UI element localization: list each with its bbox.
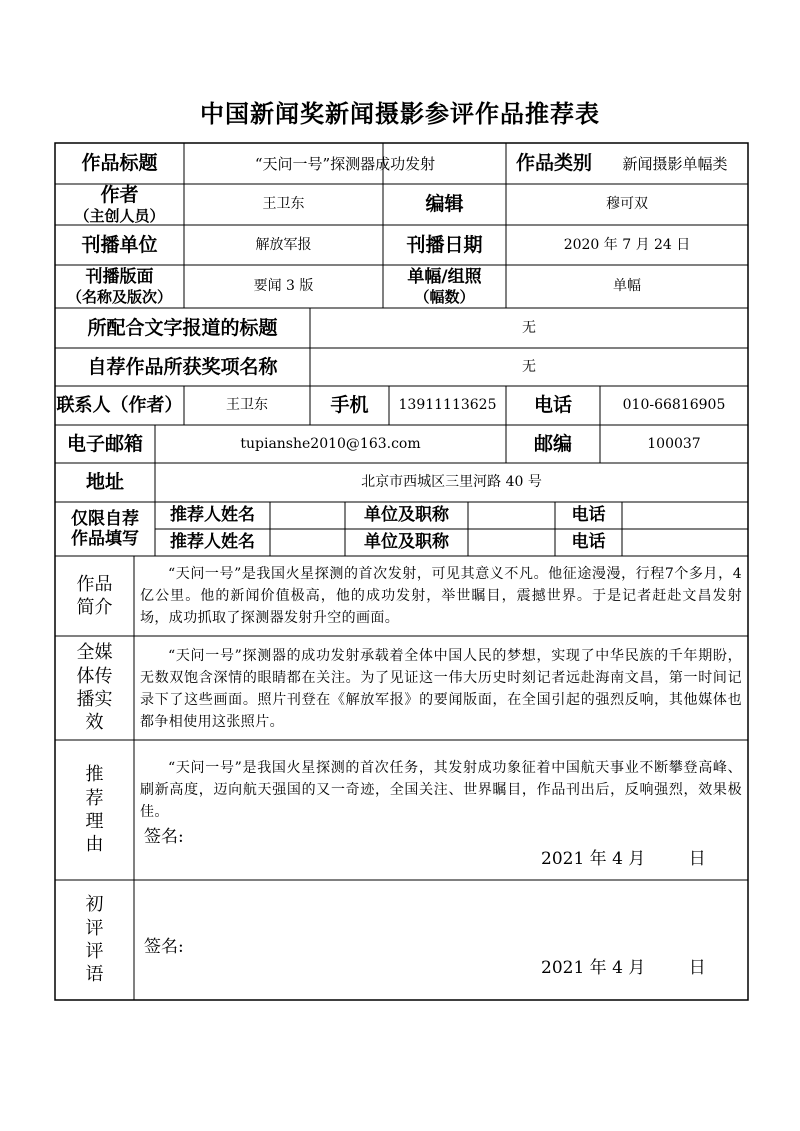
intro-label-line2: 简介 [76, 597, 113, 618]
self-recommend-label-cell [55, 502, 155, 556]
review-date-day: 日 [688, 958, 706, 978]
awards-value: 无 [522, 358, 536, 375]
awards-label: 自荐作品所获奖项名称 [87, 355, 278, 378]
review-label-line: 评 [85, 941, 104, 962]
page-label-cell [55, 265, 184, 308]
single-group-sub-label: （幅数） [414, 287, 475, 306]
self-recommend-label-line1: 仅限自荐 [71, 508, 139, 529]
publisher-value: 解放军报 [255, 236, 312, 253]
page-sub-label: （名称及版次） [66, 287, 172, 306]
reason-signature-label: 签名: [144, 827, 184, 847]
address-value: 北京市西城区三里河路 40 号 [361, 474, 542, 491]
review-label-line: 评 [85, 917, 104, 939]
related-article-value: 无 [522, 319, 536, 336]
reason-label-line: 荐 [85, 787, 104, 809]
author-label-cell [55, 184, 184, 225]
contact-value: 王卫东 [226, 397, 268, 414]
review-label-line: 初 [85, 894, 104, 916]
recommender-phone-label: 电话 [571, 505, 606, 526]
self-recommend-label-line2: 作品填写 [71, 529, 139, 549]
recommender-unit-label: 单位及职称 [364, 532, 449, 553]
mobile-label: 手机 [330, 394, 369, 417]
effect-label-cell [55, 636, 134, 740]
effect-label-line: 播实 [76, 689, 113, 710]
review-date-year: 2021 年 [541, 958, 607, 978]
zip-value: 100037 [647, 435, 701, 452]
related-article-label: 所配合文字报道的标题 [87, 316, 278, 339]
single-group-label: 单幅/组照 [407, 267, 482, 288]
publish-date-value: 2020 年 7 月 24 日 [563, 236, 691, 253]
recommender-name-label: 推荐人姓名 [170, 532, 255, 553]
reason-label-line: 由 [85, 834, 104, 856]
reason-label-cell [55, 740, 134, 880]
email-label: 电子邮箱 [66, 432, 143, 455]
recommender-phone-label: 电话 [571, 532, 606, 553]
single-group-label-cell [383, 265, 506, 308]
recommender-name-value[interactable] [270, 529, 345, 556]
reason-label-line: 理 [85, 811, 104, 832]
intro-label-line1: 作品 [76, 573, 113, 595]
recommender-name-label: 推荐人姓名 [170, 505, 255, 526]
review-label-line: 语 [85, 964, 104, 986]
intro-text: “天问一号”是我国火星探测的首次发射，可见其意义不凡。他征途漫漫，行程7个多月，4亿公里。他的新闻价值极高，他的成功发射，举世瞩目，震撼世界。于是记者赶赴文昌发射场，成功抓取了探测器发射升空的画面。 [140, 566, 742, 626]
category-value: 新闻摄影单幅类 [622, 154, 728, 173]
editor-label: 编辑 [425, 193, 464, 216]
reason-date [541, 844, 706, 869]
effect-label-line: 效 [85, 712, 104, 734]
review-signature-label: 签名: [144, 937, 184, 957]
zip-label: 邮编 [533, 432, 572, 455]
reason-date-day: 日 [688, 849, 706, 869]
single-group-value: 单幅 [613, 278, 641, 295]
intro-label-cell [55, 556, 134, 636]
reason-label-line: 推 [85, 764, 104, 786]
effect-text: “天问一号”探测器的成功发射承载着全体中国人民的梦想，实现了中华民族的千年期盼，无数双饱含深情的眼睛都在关注。为了见证这一伟大历史时刻记者远赴海南文昌，第一时间记录下了这些画面。照片刊登在《解放军报》的要闻版面，在全国引起的强烈反响，其他媒体也都争相使用这张照片。 [140, 648, 742, 730]
address-label: 地址 [85, 471, 124, 494]
phone-label: 电话 [533, 394, 572, 417]
recommender-unit-value[interactable] [468, 502, 555, 529]
category-label: 作品类别 [515, 152, 592, 175]
email-value: tupianshe2010@163.com [240, 435, 421, 452]
form-title: 中国新闻奖新闻摄影参评作品推荐表 [200, 99, 600, 128]
reason-date-month: 4 月 [612, 849, 646, 869]
editor-value: 穆可双 [606, 196, 648, 213]
review-date-month: 4 月 [612, 958, 646, 978]
contact-label: 联系人（作者） [56, 394, 183, 416]
author-value: 王卫东 [262, 196, 305, 213]
review-date [541, 953, 706, 978]
work-title-label: 作品标题 [81, 152, 158, 175]
reason-date-year: 2021 年 [541, 849, 607, 869]
author-label: 作者 [100, 184, 139, 207]
publisher-label: 刊播单位 [81, 233, 158, 256]
author-sub-label: （主创人员） [74, 206, 165, 225]
effect-label-line: 全媒 [76, 642, 113, 664]
recommender-unit-label: 单位及职称 [364, 505, 449, 526]
review-label-cell [55, 880, 134, 1000]
reason-text: “天问一号”是我国火星探测的首次任务，其发射成功象征着中国航天事业不断攀登高峰、刷新高度，迈向航天强国的又一奇迹，全国关注、世界瞩目，作品刊出后，反响强烈，效果极佳。 [140, 760, 742, 820]
recommender-phone-value[interactable] [622, 529, 748, 556]
publish-date-label: 刊播日期 [406, 233, 483, 256]
mobile-value: 13911113625 [398, 397, 497, 414]
phone-value: 010-66816905 [622, 397, 726, 414]
page-value: 要闻 3 版 [253, 278, 314, 295]
work-title-value: “天问一号”探测器成功发射 [254, 154, 436, 173]
recommender-name-value[interactable] [270, 502, 345, 529]
page-label: 刊播版面 [85, 267, 154, 288]
effect-label-line: 体传 [76, 665, 113, 687]
recommender-unit-value[interactable] [468, 529, 555, 556]
recommender-phone-value[interactable] [622, 502, 748, 529]
